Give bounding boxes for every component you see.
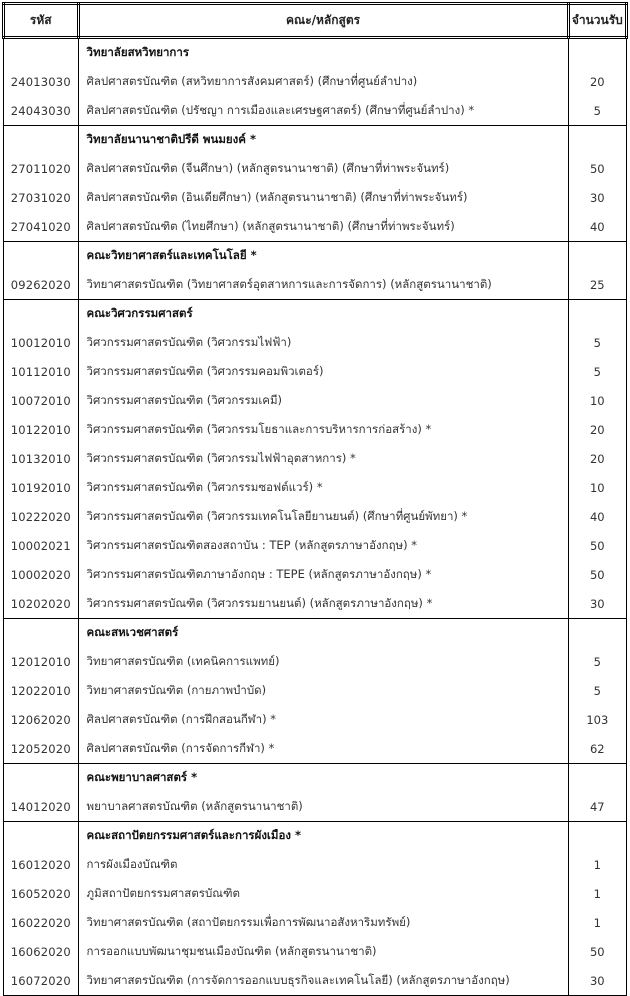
faculty-group [4,764,627,822]
program-row [4,879,627,908]
faculty-row [4,38,627,68]
program-quota: 1 [568,850,626,879]
program-code: 16072020 [4,966,79,996]
program-quota: 30 [568,183,626,212]
program-row [4,67,627,96]
program-row [4,560,627,589]
program-name: วิทยาศาสตรบัณฑิต (กายภาพบำบัด) [78,676,568,705]
faculty-name: คณะวิศวกรรมศาสตร์ [78,300,568,329]
program-name: ภูมิสถาปัตยกรรมศาสตรบัณฑิต [78,879,568,908]
program-code: 24013030 [4,67,79,96]
program-name: ศิลปศาสตรบัณฑิต (ปรัชญา การเมืองและเศรษฐศาสตร์) (ศึกษาที่ศูนย์ลำปาง) * [78,96,568,126]
program-name: วิศวกรรมศาสตรบัณฑิต (วิศวกรรมเทคโนโลยียานยนต์) (ศึกษาที่ศูนย์พัทยา) * [78,502,568,531]
program-row [4,734,627,764]
header-code: รหัส [4,4,79,38]
faculty-name: วิทยาลัยนานาชาติปรีดี พนมยงค์ * [78,126,568,155]
program-row [4,154,627,183]
program-code: 10072010 [4,386,79,415]
program-name: ศิลปศาสตรบัณฑิต (การจัดการกีฬา) * [78,734,568,764]
faculty-name: คณะสถาปัตยกรรมศาสตร์และการผังเมือง * [78,822,568,851]
faculty-row [4,822,627,851]
program-code: 24043030 [4,96,79,126]
program-quota: 40 [568,212,626,242]
program-name: การออกแบบพัฒนาชุมชนเมืองบัณฑิต (หลักสูตรนานาชาติ) [78,937,568,966]
program-quota: 40 [568,502,626,531]
program-name: วิศวกรรมศาสตรบัณฑิต (วิศวกรรมยานยนต์) (หลักสูตรภาษาอังกฤษ) * [78,589,568,619]
program-row [4,589,627,619]
program-name: วิศวกรรมศาสตรบัณฑิต (วิศวกรรมโยธาและการบริหารการก่อสร้าง) * [78,415,568,444]
program-quota: 20 [568,415,626,444]
program-code: 10192010 [4,473,79,502]
program-quota: 10 [568,386,626,415]
header-quota: จำนวนรับ [568,4,626,38]
program-code: 10002020 [4,560,79,589]
program-code: 16012020 [4,850,79,879]
program-row [4,183,627,212]
program-quota: 20 [568,444,626,473]
program-name: พยาบาลศาสตรบัณฑิต (หลักสูตรนานาชาติ) [78,792,568,822]
faculty-code-cell [4,300,79,329]
faculty-code-cell [4,619,79,648]
faculty-group [4,619,627,764]
program-name: วิทยาศาสตรบัณฑิต (สถาปัตยกรรมเพื่อการพัฒนาอสังหาริมทรัพย์) [78,908,568,937]
header-row [4,4,627,38]
program-row [4,270,627,300]
faculty-quota-cell [568,619,626,648]
program-quota: 50 [568,154,626,183]
program-quota: 50 [568,560,626,589]
faculty-group [4,242,627,300]
faculty-row [4,300,627,329]
program-row [4,444,627,473]
program-quota: 50 [568,937,626,966]
program-quota: 47 [568,792,626,822]
program-code: 10222020 [4,502,79,531]
program-name: วิศวกรรมศาสตรบัณฑิตสองสถาบัน : TEP (หลักสูตรภาษาอังกฤษ) * [78,531,568,560]
program-code: 12022010 [4,676,79,705]
program-name: วิศวกรรมศาสตรบัณฑิต (วิศวกรรมไฟฟ้าอุตสาหการ) * [78,444,568,473]
program-name: วิศวกรรมศาสตรบัณฑิต (วิศวกรรมคอมพิวเตอร์) [78,357,568,386]
faculty-code-cell [4,242,79,271]
faculty-row [4,126,627,155]
faculty-quota-cell [568,822,626,851]
program-code: 16062020 [4,937,79,966]
program-code: 14012020 [4,792,79,822]
faculty-code-cell [4,38,79,68]
program-quota: 25 [568,270,626,300]
program-quota: 5 [568,676,626,705]
program-row [4,531,627,560]
program-row [4,908,627,937]
program-name: การผังเมืองบัณฑิต [78,850,568,879]
admissions-table [2,2,628,996]
program-quota: 20 [568,67,626,96]
program-quota: 5 [568,328,626,357]
program-name: ศิลปศาสตรบัณฑิต (การฝึกสอนกีฬา) * [78,705,568,734]
program-row [4,473,627,502]
program-row [4,647,627,676]
program-row [4,850,627,879]
program-row [4,415,627,444]
program-code: 10002021 [4,531,79,560]
program-code: 10122010 [4,415,79,444]
program-quota: 1 [568,879,626,908]
program-code: 16022020 [4,908,79,937]
faculty-row [4,764,627,793]
program-quota: 103 [568,705,626,734]
program-row [4,705,627,734]
program-row [4,966,627,996]
faculty-group [4,822,627,996]
program-code: 10012010 [4,328,79,357]
program-quota: 30 [568,966,626,996]
faculty-name: คณะวิทยาศาสตร์และเทคโนโลยี * [78,242,568,271]
program-quota: 30 [568,589,626,619]
faculty-group [4,300,627,619]
program-row [4,386,627,415]
program-code: 09262020 [4,270,79,300]
program-name: วิศวกรรมศาสตรบัณฑิต (วิศวกรรมไฟฟ้า) [78,328,568,357]
program-code: 10202020 [4,589,79,619]
faculty-name: คณะสหเวชศาสตร์ [78,619,568,648]
program-name: วิทยาศาสตรบัณฑิต (วิทยาศาสตร์อุตสาหการและการจัดการ) (หลักสูตรนานาชาติ) [78,270,568,300]
program-quota: 5 [568,357,626,386]
program-name: วิศวกรรมศาสตรบัณฑิต (วิศวกรรมเคมี) [78,386,568,415]
program-code: 27041020 [4,212,79,242]
program-name: ศิลปศาสตรบัณฑิต (สหวิทยาการสังคมศาสตร์) (ศึกษาที่ศูนย์ลำปาง) [78,67,568,96]
program-quota: 1 [568,908,626,937]
program-row [4,502,627,531]
faculty-row [4,242,627,271]
program-quota: 10 [568,473,626,502]
faculty-group [4,38,627,126]
faculty-group [4,126,627,242]
program-code: 16052020 [4,879,79,908]
faculty-code-cell [4,822,79,851]
program-quota: 5 [568,96,626,126]
program-code: 27031020 [4,183,79,212]
program-code: 12012010 [4,647,79,676]
program-code: 10112010 [4,357,79,386]
faculty-quota-cell [568,38,626,68]
faculty-code-cell [4,126,79,155]
program-row [4,357,627,386]
program-name: ศิลปศาสตรบัณฑิต (จีนศึกษา) (หลักสูตรนานาชาติ) (ศึกษาที่ท่าพระจันทร์) [78,154,568,183]
faculty-quota-cell [568,126,626,155]
program-row [4,96,627,126]
faculty-name: คณะพยาบาลศาสตร์ * [78,764,568,793]
faculty-name: วิทยาลัยสหวิทยาการ [78,38,568,68]
program-name: วิศวกรรมศาสตรบัณฑิต (วิศวกรรมซอฟต์แวร์) * [78,473,568,502]
program-code: 12062020 [4,705,79,734]
faculty-quota-cell [568,300,626,329]
program-row [4,212,627,242]
program-name: ศิลปศาสตรบัณฑิต (อินเดียศึกษา) (หลักสูตรนานาชาติ) (ศึกษาที่ท่าพระจันทร์) [78,183,568,212]
faculty-quota-cell [568,242,626,271]
program-row [4,328,627,357]
header-program: คณะ/หลักสูตร [78,4,568,38]
program-name: วิศวกรรมศาสตรบัณฑิตภาษาอังกฤษ : TEPE (หลักสูตรภาษาอังกฤษ) * [78,560,568,589]
program-row [4,676,627,705]
program-quota: 50 [568,531,626,560]
faculty-code-cell [4,764,79,793]
program-quota: 62 [568,734,626,764]
program-row [4,792,627,822]
program-code: 10132010 [4,444,79,473]
program-name: วิทยาศาสตรบัณฑิต (เทคนิคการแพทย์) [78,647,568,676]
program-name: วิทยาศาสตรบัณฑิต (การจัดการออกแบบธุรกิจและเทคโนโลยี) (หลักสูตรภาษาอังกฤษ) [78,966,568,996]
program-row [4,937,627,966]
faculty-row [4,619,627,648]
program-quota: 5 [568,647,626,676]
program-code: 27011020 [4,154,79,183]
program-name: ศิลปศาสตรบัณฑิต (ไทยศึกษา) (หลักสูตรนานาชาติ) (ศึกษาที่ท่าพระจันทร์) [78,212,568,242]
program-code: 12052020 [4,734,79,764]
faculty-quota-cell [568,764,626,793]
